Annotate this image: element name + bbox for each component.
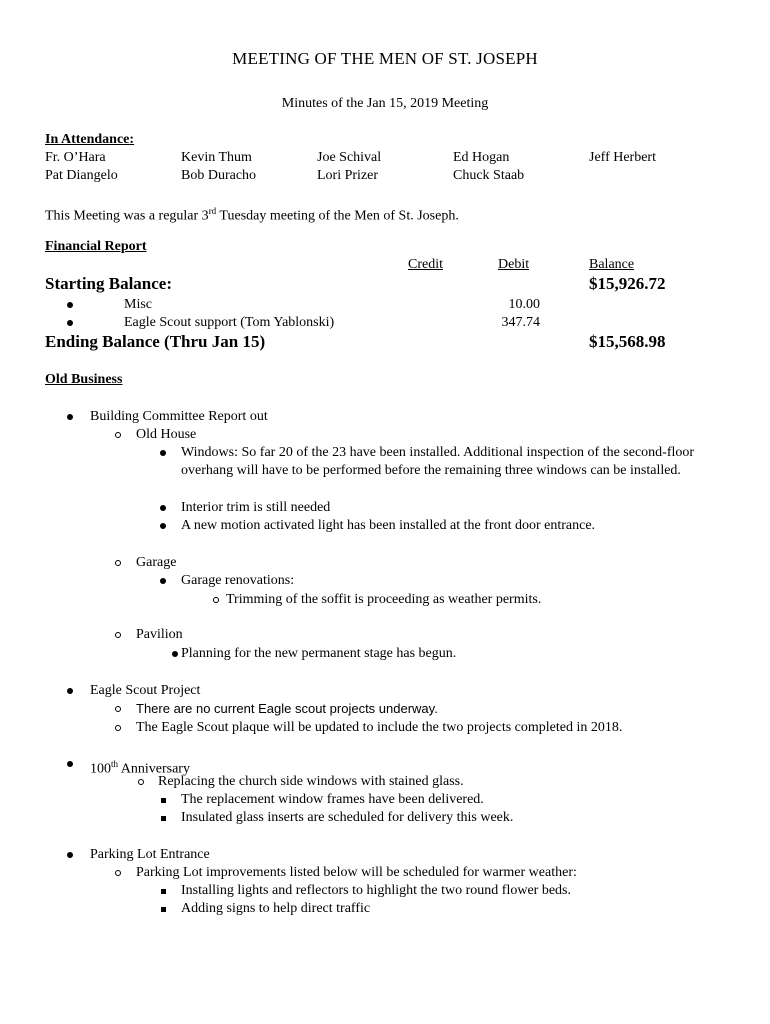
old-house-item: Old House [136, 427, 197, 442]
soffit-note: Trimming of the soffit is proceeding as weather permits. [226, 592, 542, 607]
attendee: Jeff Herbert [589, 150, 656, 165]
eagle-plaque-note: The Eagle Scout plaque will be updated to include the two projects completed in 2018. [136, 720, 623, 735]
garage-renovations-item: Garage renovations: [181, 573, 295, 588]
circle-bullet-icon [115, 725, 121, 731]
eagle-scout-item: Eagle Scout Project [90, 683, 201, 698]
financial-item-debit: 347.74 [501, 315, 540, 330]
anniversary-number: 100 [90, 761, 111, 777]
bullet-icon [67, 852, 73, 858]
bullet-icon [160, 523, 166, 529]
old-business-heading: Old Business [45, 372, 123, 387]
document-title: MEETING OF THE MEN OF ST. JOSEPH [232, 49, 538, 68]
col-balance: Balance [589, 257, 635, 272]
motion-light-note: A new motion activated light has been installed at the front door entrance. [181, 518, 596, 533]
signs-note: Adding signs to help direct traffic [181, 901, 371, 916]
financial-item-label: Eagle Scout support (Tom Yablonski) [124, 315, 335, 330]
meeting-note [45, 202, 459, 226]
ending-balance-label: Ending Balance (Thru Jan 15) [45, 332, 266, 351]
attendee: Pat Diangelo [45, 168, 118, 183]
meeting-note-text: Tuesday meeting of the Men of St. Joseph. [216, 208, 459, 224]
bullet-icon [172, 651, 178, 657]
bullet-icon [67, 302, 73, 308]
anniversary-sup: th [111, 759, 119, 769]
bullet-icon [67, 320, 73, 326]
bullet-icon [67, 688, 73, 694]
attendee: Fr. O’Hara [45, 150, 106, 165]
interior-trim-note: Interior trim is still needed [181, 500, 331, 515]
square-bullet-icon [161, 889, 166, 894]
stage-note: Planning for the new permanent stage has begun. [181, 646, 457, 661]
meeting-note-sup: rd [208, 206, 217, 216]
square-bullet-icon [161, 816, 166, 821]
circle-bullet-icon [115, 870, 121, 876]
lights-reflectors-note: Installing lights and reflectors to highlight the two round flower beds. [181, 883, 571, 898]
circle-bullet-icon [115, 432, 121, 438]
square-bullet-icon [161, 907, 166, 912]
circle-bullet-icon [115, 706, 121, 712]
attendance-heading: In Attendance: [45, 132, 135, 147]
attendee: Ed Hogan [453, 150, 510, 165]
bullet-icon [160, 450, 166, 456]
eagle-scout-note: There are no current Eagle scout projects underway. [136, 701, 438, 716]
attendee: Joe Schival [317, 150, 382, 165]
col-debit: Debit [498, 257, 530, 272]
parking-lot-item: Parking Lot Entrance [90, 847, 210, 862]
anniversary-label: Anniversary [118, 761, 190, 777]
starting-balance-label: Starting Balance: [45, 274, 173, 293]
meeting-note-text: This Meeting was a regular 3 [45, 208, 209, 224]
circle-bullet-icon [138, 779, 144, 785]
ending-balance-value: $15,568.98 [589, 332, 666, 351]
attendee: Bob Duracho [181, 168, 257, 183]
stained-glass-item: Replacing the church side windows with stained glass. [158, 774, 464, 789]
glass-inserts-note: Insulated glass inserts are scheduled for delivery this week. [181, 810, 514, 825]
attendee: Chuck Staab [453, 168, 525, 183]
document-subtitle: Minutes of the Jan 15, 2019 Meeting [281, 96, 489, 111]
circle-bullet-icon [115, 560, 121, 566]
financial-heading: Financial Report [45, 239, 147, 254]
window-frames-note: The replacement window frames have been delivered. [181, 792, 484, 807]
bullet-icon [67, 414, 73, 420]
bullet-icon [160, 578, 166, 584]
pavilion-item: Pavilion [136, 627, 183, 642]
starting-balance-value: $15,926.72 [589, 274, 666, 293]
square-bullet-icon [161, 798, 166, 803]
bullet-icon [67, 761, 73, 767]
garage-item: Garage [136, 555, 177, 570]
windows-note: Windows: So far 20 of the 23 have been installed. Additional inspection of the second-floor overhang will have to be performed before the remaining three windows can be installed. [181, 445, 695, 478]
financial-item-debit: 10.00 [508, 297, 540, 312]
circle-bullet-icon [213, 597, 219, 603]
attendee: Lori Prizer [317, 168, 379, 183]
circle-bullet-icon [115, 632, 121, 638]
building-committee-item: Building Committee Report out [90, 409, 268, 424]
financial-item-label: Misc [124, 297, 152, 312]
col-credit: Credit [408, 257, 443, 272]
parking-improvements-item: Parking Lot improvements listed below will be scheduled for warmer weather: [136, 865, 577, 880]
bullet-icon [160, 505, 166, 511]
attendee: Kevin Thum [181, 150, 252, 165]
